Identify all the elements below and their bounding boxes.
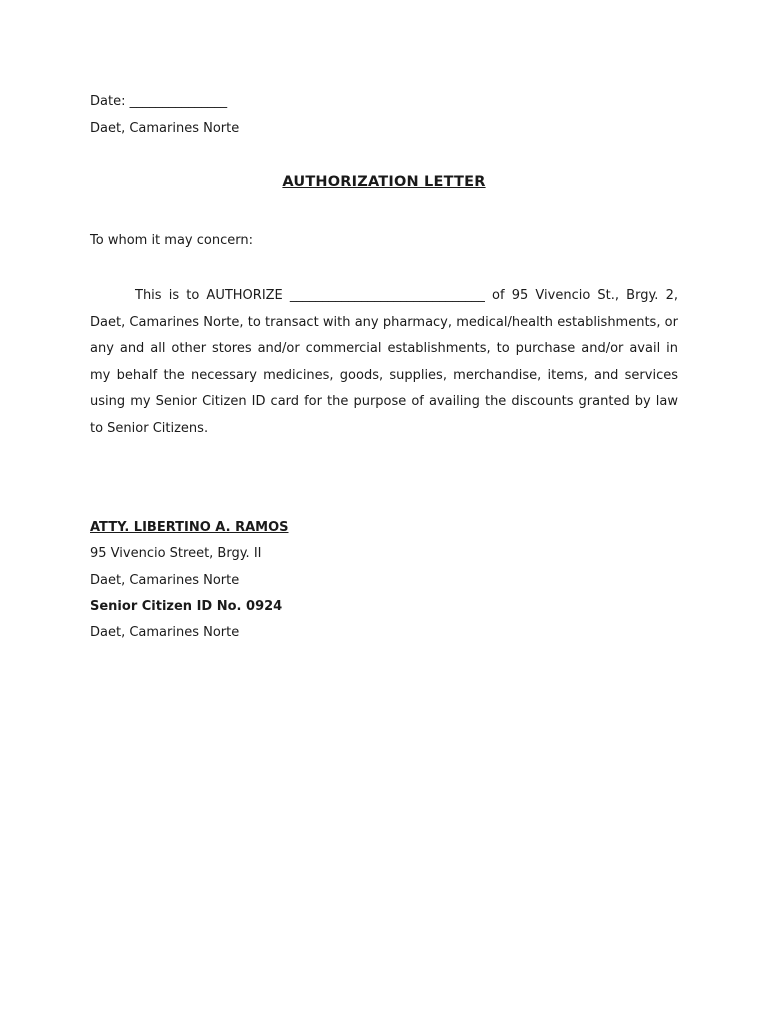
signatory-name: ATTY. LIBERTINO A. RAMOS [90, 520, 289, 535]
senior-citizen-id: Senior Citizen ID No. 0924 [90, 599, 283, 614]
salutation: To whom it may concern: [90, 233, 253, 248]
letter-title: AUTHORIZATION LETTER [282, 174, 486, 190]
header-location: Daet, Camarines Norte [90, 121, 240, 136]
letter-body: This is to AUTHORIZE ______________________________ of 95 Vivencio St., Brgy. 2, Daet, Camarines Norte, to transact with any pharmacy, medical/health establishments, or any and all other stores and/or commercial establishments, to purchase and/or avail in my behalf the necessary medicines, goods, supplies, merchandise, items, and services using my Senior Citizen ID card for the purpose of availing the discounts granted by law to Senior Citizens. [90, 288, 678, 436]
signatory-address-line2: Daet, Camarines Norte [90, 573, 240, 588]
date-line: Date: _______________ [90, 94, 228, 109]
signatory-address-line1: 95 Vivencio Street, Brgy. II [90, 546, 262, 561]
signatory-address-line3: Daet, Camarines Norte [90, 625, 240, 640]
